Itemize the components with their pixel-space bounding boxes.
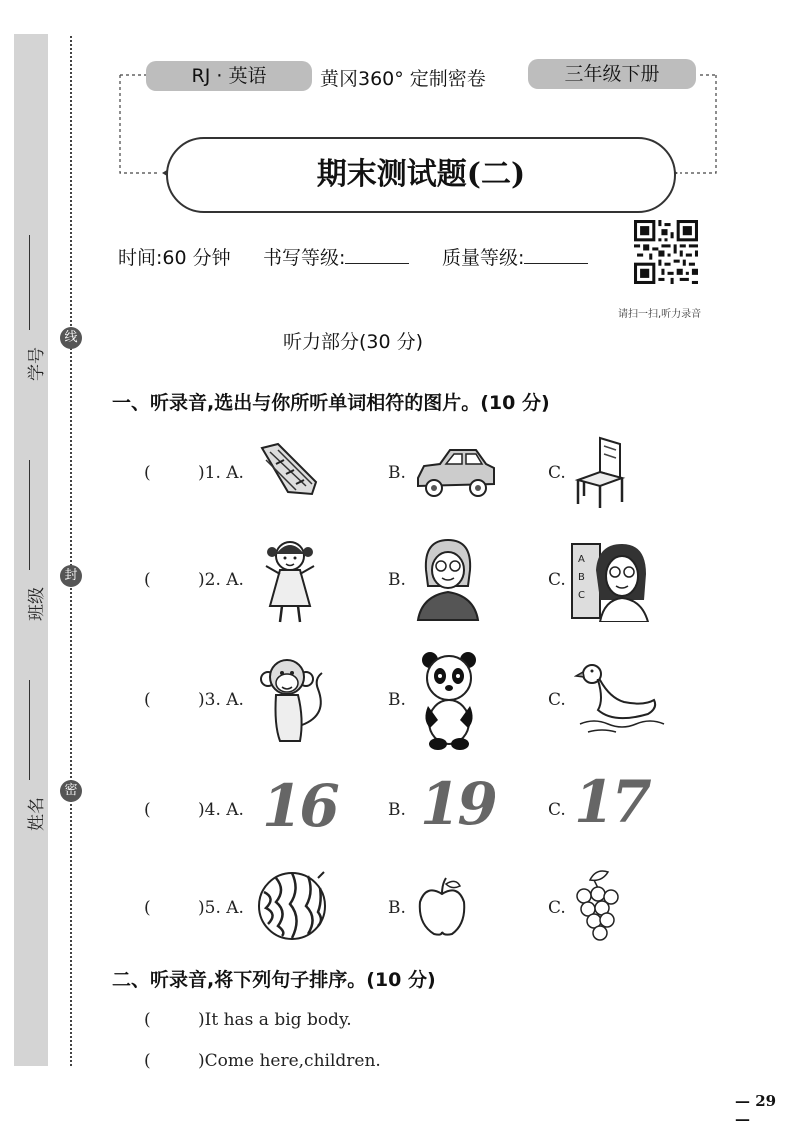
class-line <box>29 460 30 570</box>
student-id-label: 学号 <box>27 347 47 381</box>
page-title: 期末测试题(二) <box>166 137 676 213</box>
seal-line: 线 <box>60 327 82 349</box>
q5-label: )5. A. <box>198 898 244 918</box>
q5-paren: ( <box>144 898 151 918</box>
q5-b-label: B. <box>388 898 406 918</box>
page-number: — 29 — <box>735 1092 777 1128</box>
q4-label: )4. A. <box>198 800 244 820</box>
qr-caption: 请扫一扫,听力录音 <box>618 309 702 320</box>
q3-b-label: B. <box>388 690 406 710</box>
q3-label: )3. A. <box>198 690 244 710</box>
grapes-icon <box>572 866 622 946</box>
qr-code-icon <box>634 220 698 284</box>
chair-icon <box>570 434 630 510</box>
apple-icon <box>416 876 468 938</box>
name-line <box>29 680 30 780</box>
section1-heading: 一、听录音,选出与你所听单词相符的图片。(10 分) <box>112 392 550 414</box>
s2-item2-text: )Come here,children. <box>198 1051 381 1071</box>
q5-c-label: C. <box>548 898 566 918</box>
q3-paren: ( <box>144 690 151 710</box>
svg-text:B: B <box>578 572 585 583</box>
monkey-icon <box>258 655 330 747</box>
number-19-image: 19 <box>420 770 495 838</box>
class-label: 班级 <box>27 587 47 621</box>
number-16-image: 16 <box>262 772 337 840</box>
q4-paren: ( <box>144 800 151 820</box>
watermelon-icon <box>256 868 328 942</box>
seal-feng: 封 <box>60 565 82 587</box>
listening-heading: 听力部分(30 分) <box>283 331 424 353</box>
binding-sidebar <box>14 34 48 1066</box>
section2-heading: 二、听录音,将下列句子排序。(10 分) <box>112 969 436 991</box>
quality-grade-label: 质量等级: <box>442 243 588 270</box>
q1-c-label: C. <box>548 463 566 483</box>
grade-pill: 三年级下册 <box>528 59 696 89</box>
q2-label: )2. A. <box>198 570 244 590</box>
q1-b-label: B. <box>388 463 406 483</box>
exam-time: 时间:60 分钟 <box>118 247 231 269</box>
q3-c-label: C. <box>548 690 566 710</box>
subject-pill: RJ · 英语 <box>146 61 312 91</box>
s2-item2-paren: ( <box>144 1051 151 1071</box>
boat-icon <box>258 442 320 498</box>
q2-b-label: B. <box>388 570 406 590</box>
svg-text:C: C <box>578 590 585 601</box>
number-17-image: 17 <box>574 768 649 836</box>
q2-paren: ( <box>144 570 151 590</box>
duck-icon <box>574 660 666 740</box>
panda-icon <box>418 650 480 750</box>
seal-mi: 密 <box>60 780 82 802</box>
svg-text:A: A <box>578 554 585 565</box>
girl-icon <box>258 536 322 628</box>
q4-c-label: C. <box>548 800 566 820</box>
grandma-icon <box>414 536 482 622</box>
car-icon <box>414 444 498 500</box>
s2-item1-text: )It has a big body. <box>198 1010 352 1030</box>
name-label: 姓名 <box>27 797 47 831</box>
q2-c-label: C. <box>548 570 566 590</box>
s2-item1-paren: ( <box>144 1010 151 1030</box>
cut-line <box>70 36 72 1066</box>
q1-label: )1. A. <box>198 463 244 483</box>
q1-paren: ( <box>144 463 151 483</box>
student-id-line <box>29 235 30 330</box>
q4-b-label: B. <box>388 800 406 820</box>
teacher-icon <box>570 540 654 622</box>
writing-grade-label: 书写等级: <box>263 243 409 270</box>
series-name: 黄冈360° 定制密卷 <box>320 68 486 90</box>
